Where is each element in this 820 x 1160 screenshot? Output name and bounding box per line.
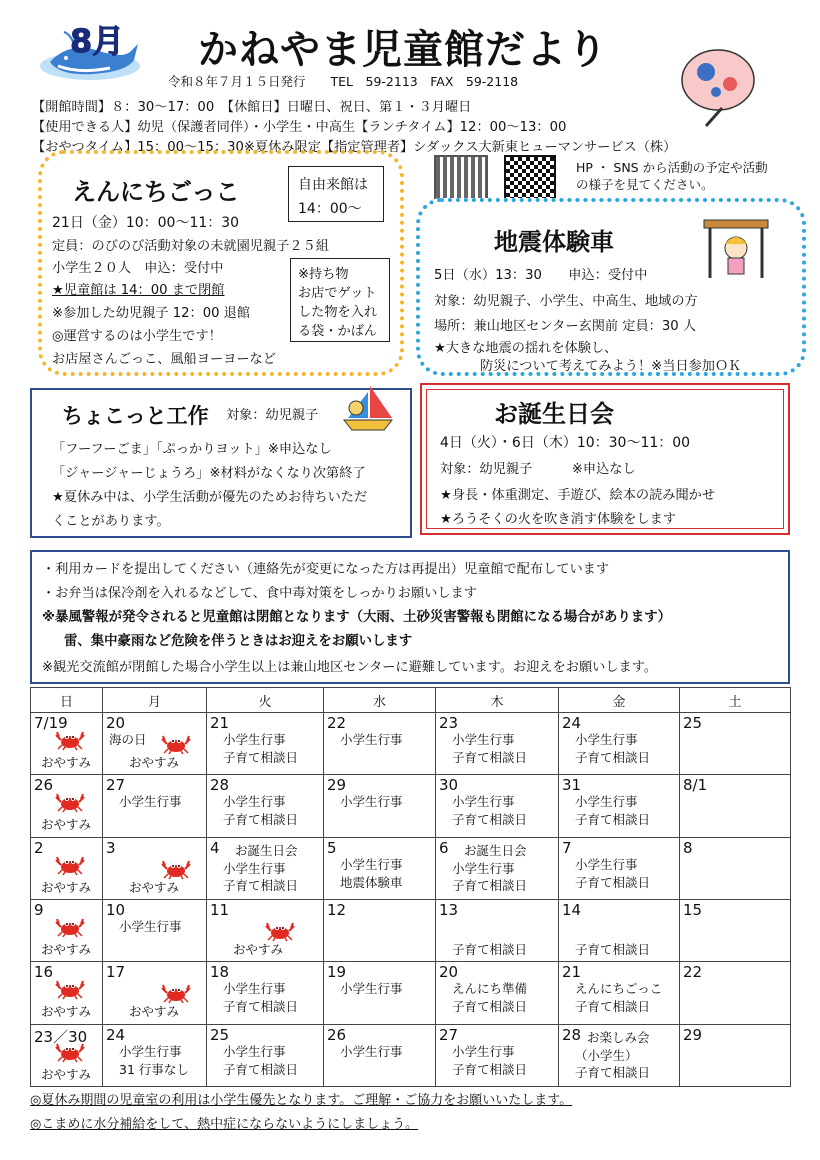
calendar-event: 子育て相談日 <box>223 1061 299 1077</box>
calendar-week-row <box>31 713 791 775</box>
calendar-event: 子育て相談日 <box>575 874 651 890</box>
calendar-day-cell <box>103 837 207 899</box>
calendar-event: 小学生行事 <box>452 794 515 810</box>
calendar-day-number: 3 <box>106 838 116 857</box>
calendar-day-number: 8/1 <box>683 776 708 795</box>
birthday-activity-1: ★身長・体重測定、手遊び、絵本の読み聞かせ <box>440 488 716 503</box>
note-storm: ※暴風警報が発令されると児童館は閉館となります（大雨、土砂災害警報も閉館になる場合があります） <box>42 610 671 625</box>
calendar-day-cell <box>436 775 559 837</box>
calendar-day-cell <box>207 775 324 837</box>
calendar-event: おやすみ <box>129 879 180 895</box>
calendar-day-cell <box>680 962 791 1024</box>
calendar-event: 子育て相談日 <box>223 877 299 893</box>
calendar-day-number: 21 <box>210 714 230 732</box>
calendar-event: 小学生行事 <box>452 732 515 747</box>
calendar-event: 海の日 <box>109 732 147 747</box>
crab-icon <box>161 982 191 1004</box>
calendar-day-number: 8 <box>683 838 693 857</box>
calendar-day-number: 15 <box>683 900 703 919</box>
calendar-day-number: 13 <box>439 900 459 919</box>
calendar-event: おやすみ <box>41 1004 92 1020</box>
snack-time-line: 【おやつタイム】15：00～15：30※夏休み限定【指定管理者】シダックス大新東ヒューマンサービス（株） <box>32 140 677 155</box>
calendar-day-number: 17 <box>106 963 126 982</box>
calendar-event: 子育て相談日 <box>575 1064 651 1080</box>
calendar-event: 小学生行事 <box>119 918 182 934</box>
calendar-event: お誕生日会 <box>235 842 298 858</box>
calendar-event: おやすみ <box>41 817 92 833</box>
calendar-day-cell <box>103 1024 207 1086</box>
calendar-week-row <box>31 775 791 837</box>
calendar-day-cell <box>559 1024 680 1086</box>
earthquake-location: 場所：兼山地区センター玄関前 定員：30 人 <box>434 319 697 334</box>
crab-icon <box>55 916 85 938</box>
calendar-day-cell <box>103 775 207 837</box>
calendar-day-number: 22 <box>327 714 347 732</box>
earthquake-date: 5日（水）13：30 申込：受付中 <box>434 268 648 283</box>
calendar-event: 子育て相談日 <box>575 812 651 828</box>
calendar-day-cell <box>103 899 207 961</box>
uchiwa-fan-icon <box>676 42 762 128</box>
free-visit-line-2: 14：00～ <box>298 201 362 217</box>
calendar-event: 小学生行事 <box>340 732 403 747</box>
calendar-event: おやすみ <box>41 941 92 957</box>
calendar-day-number: 20 <box>106 714 126 732</box>
sailboat-craft-icon <box>340 384 396 432</box>
belongings-line-1: ※持ち物 <box>298 267 349 282</box>
page-title: かねやま児童館だより <box>198 27 608 73</box>
calendar-event: お誕生日会 <box>464 842 527 858</box>
calendar-week-row <box>31 899 791 961</box>
calendar-event: 子育て相談日 <box>452 999 528 1015</box>
calendar-day-number: 5 <box>327 838 337 857</box>
crab-icon <box>55 791 85 813</box>
calendar-day-cell <box>31 775 103 837</box>
calendar-event: （小学生） <box>575 1047 638 1063</box>
calendar-event: 小学生行事 <box>223 981 286 997</box>
calendar-day-cell <box>324 1024 436 1086</box>
calendar-day-cell <box>436 962 559 1024</box>
calendar-day-cell <box>559 775 680 837</box>
calendar-event: おやすみ <box>129 755 180 770</box>
calendar-event: 子育て相談日 <box>223 999 299 1015</box>
calendar-day-number: 7/19 <box>34 714 68 732</box>
calendar-day-cell <box>324 962 436 1024</box>
calendar-event: 31 行事なし <box>119 1061 189 1077</box>
calendar-day-number: 24 <box>562 714 582 732</box>
calendar-day-cell <box>559 713 680 775</box>
craft-line-1: 「フーフーごま」「ぷっかりヨット」※申込なし <box>52 442 332 457</box>
calendar-week-row <box>31 1024 791 1086</box>
calendar-day-cell <box>31 962 103 1024</box>
crab-icon <box>55 729 85 751</box>
birthday-title: お誕生日会 <box>494 400 614 428</box>
calendar-event: 小学生行事 <box>119 1043 182 1059</box>
calendar-event: 小学生行事 <box>340 794 403 810</box>
note-usage-card: ・利用カードを提出してください（連絡先が変更になった方は再提出）児童館で配布しています <box>42 562 610 577</box>
calendar-header: 火 <box>207 688 324 713</box>
calendar-event: 子育て相談日 <box>575 999 651 1015</box>
calendar-event: 小学生行事 <box>223 732 286 747</box>
calendar-day-cell <box>436 837 559 899</box>
calendar-week-row <box>31 962 791 1024</box>
craft-title: ちょこっと工作 <box>62 404 209 428</box>
calendar-day-number: 12 <box>327 900 347 919</box>
calendar-day-cell <box>559 899 680 961</box>
calendar-day-number: 4 <box>210 838 220 857</box>
calendar-day-cell <box>31 713 103 775</box>
calendar-day-cell <box>680 899 791 961</box>
ennichi-activities: お店屋さんごっこ、風船ヨーヨーなど <box>52 352 276 367</box>
belongings-line-2: お店でゲット <box>298 286 377 301</box>
calendar-header: 金 <box>559 688 680 713</box>
belongings-line-3: した物を入れ <box>298 305 378 320</box>
ennichi-capacity: 定員：のびのび活動対象の未就園児親子２５組 <box>52 239 329 254</box>
earthquake-target: 対象：幼児親子、小学生、中高生、地域の方 <box>434 294 698 309</box>
craft-line-3: ★夏休み中は、小学生活動が優先のためお待ちいただ <box>52 490 368 505</box>
calendar-day-cell <box>207 837 324 899</box>
birthday-date: 4日（火）・6日（木）10：30～11：00 <box>440 435 691 451</box>
crab-icon <box>55 978 85 1000</box>
footer-note-2: ◎こまめに水分補給をして、熱中症にならないようにしましょう。 <box>30 1117 419 1132</box>
calendar-event: 小学生行事 <box>223 794 286 810</box>
earthquake-desc-1: ★大きな地震の揺れを体験し、 <box>434 341 618 356</box>
calendar-day-number: 28 <box>210 776 230 795</box>
calendar-event: 子育て相談日 <box>452 812 528 828</box>
calendar-day-number: 28 <box>562 1025 582 1044</box>
crab-icon <box>161 858 191 880</box>
calendar-event: おやすみ <box>41 879 92 895</box>
qr-code-hp-icon <box>434 155 488 203</box>
calendar-day-number: 29 <box>327 776 347 795</box>
calendar-day-number: 10 <box>106 900 126 919</box>
earthquake-title: 地震体験車 <box>494 228 614 256</box>
birthday-target: 対象：幼児親子 ※申込なし <box>440 462 636 477</box>
calendar-event: 子育て相談日 <box>452 877 528 893</box>
calendar-event: 子育て相談日 <box>223 812 299 828</box>
crab-icon <box>265 920 295 942</box>
calendar-event: 子育て相談日 <box>452 1061 528 1077</box>
calendar-event: おやすみ <box>129 1004 180 1020</box>
calendar-day-number: 23 <box>439 714 459 732</box>
calendar-day-number: 22 <box>683 963 703 982</box>
qr-code-sns-icon <box>504 155 556 201</box>
calendar-day-number: 31 <box>562 776 582 795</box>
craft-target: 対象：幼児親子 <box>226 408 319 423</box>
calendar-event: 小学生行事 <box>223 860 286 876</box>
ennichi-leave-note: ※参加した幼児親子 12：00 退館 <box>52 306 251 321</box>
calendar-day-cell <box>680 1024 791 1086</box>
month-label: 8月 <box>70 22 125 60</box>
calendar-day-number: 27 <box>439 1025 459 1044</box>
event-calendar <box>30 687 791 1087</box>
calendar-event: 子育て相談日 <box>452 750 528 765</box>
calendar-day-cell <box>31 837 103 899</box>
calendar-day-number: 14 <box>562 900 582 919</box>
calendar-day-cell <box>31 1024 103 1086</box>
calendar-day-cell <box>559 837 680 899</box>
hp-sns-note-2: の様子を見てください。 <box>576 177 714 192</box>
footer-note-1: ◎夏休み期間の児童室の利用は小学生優先となります。ご理解・ご協力をお願いいたします。 <box>30 1093 573 1108</box>
calendar-day-cell <box>436 899 559 961</box>
free-visit-line-1: 自由来館は <box>298 177 368 193</box>
crab-icon <box>161 733 191 755</box>
calendar-day-number: 24 <box>106 1025 126 1044</box>
calendar-event: おやすみ <box>233 941 284 957</box>
calendar-day-cell <box>680 713 791 775</box>
ennichi-title: えんにちごっこ <box>72 178 240 206</box>
calendar-day-cell <box>436 713 559 775</box>
calendar-day-cell <box>207 1024 324 1086</box>
calendar-event: 小学生行事 <box>340 1043 403 1059</box>
calendar-event: おやすみ <box>41 755 92 770</box>
calendar-day-number: 29 <box>683 1025 703 1044</box>
calendar-event: 小学生行事 <box>452 860 515 876</box>
calendar-day-cell <box>436 1024 559 1086</box>
calendar-week-row <box>31 837 791 899</box>
calendar-event: 子育て相談日 <box>223 750 299 765</box>
note-evacuation: ※観光交流館が閉館した場合小学生以上は兼山地区センターに避難しています。お迎えをお願いします。 <box>42 660 658 675</box>
note-lunch: ・お弁当は保冷剤を入れるなどして、食中毒対策をしっかりお願いします <box>42 586 477 601</box>
calendar-event: 子育て相談日 <box>575 750 651 765</box>
calendar-header: 土 <box>680 688 791 713</box>
craft-line-4: くことがあります。 <box>52 514 170 529</box>
calendar-day-number: 30 <box>439 776 459 795</box>
calendar-event: えんにちごっこ <box>575 981 663 997</box>
calendar-day-number: 11 <box>210 900 230 919</box>
calendar-day-number: 6 <box>439 838 449 857</box>
calendar-day-cell <box>559 962 680 1024</box>
opening-hours-line: 【開館時間】８：30～17：00 【休館日】日曜日、祝日、第１・３月曜日 <box>32 100 472 115</box>
calendar-event: おやすみ <box>41 1066 92 1082</box>
calendar-event: 小学生行事 <box>575 794 638 810</box>
calendar-event: 地震体験車 <box>340 874 403 890</box>
calendar-day-number: 20 <box>439 963 459 982</box>
calendar-header: 月 <box>103 688 207 713</box>
ennichi-closing-note: ★児童館は 14：00 まで閉館 <box>52 283 225 298</box>
calendar-day-cell <box>103 962 207 1024</box>
calendar-event: えんにち準備 <box>452 981 528 997</box>
calendar-header: 日 <box>31 688 103 713</box>
calendar-day-cell <box>324 713 436 775</box>
calendar-day-number: 2 <box>34 838 44 857</box>
calendar-day-cell <box>324 837 436 899</box>
calendar-event: 小学生行事 <box>575 732 638 747</box>
calendar-day-number: 23／30 <box>34 1027 88 1046</box>
calendar-header: 水 <box>324 688 436 713</box>
issue-info: 令和８年７月１５日発行 TEL 59-2113 FAX 59-2118 <box>168 74 519 89</box>
calendar-day-number: 21 <box>562 963 582 982</box>
ennichi-date: 21日（金）10：00～11：30 <box>52 215 240 231</box>
calendar-event: お楽しみ会 <box>587 1029 650 1045</box>
craft-line-2: 「ジャージャーじょうろ」※材料がなくなり次第終了 <box>52 466 366 481</box>
calendar-day-cell <box>324 899 436 961</box>
calendar-day-number: 7 <box>562 838 572 857</box>
calendar-day-number: 26 <box>327 1025 347 1044</box>
calendar-day-cell <box>680 775 791 837</box>
calendar-day-cell <box>103 713 207 775</box>
calendar-event: 子育て相談日 <box>575 941 651 957</box>
crab-icon <box>55 1041 85 1063</box>
ennichi-operators: ◎運営するのは小学生です！ <box>52 329 222 344</box>
calendar-event: 小学生行事 <box>340 856 403 872</box>
calendar-day-cell <box>680 837 791 899</box>
eligible-users-line: 【使用できる人】幼児（保護者同伴）・小学生・中高生【ランチタイム】12：00～13：00 <box>32 120 567 135</box>
calendar-day-number: 19 <box>327 963 347 982</box>
earthquake-desc-2: 防災について考えてみよう！※当日参加ＯＫ <box>480 359 742 374</box>
calendar-day-cell <box>207 962 324 1024</box>
calendar-day-number: 9 <box>34 900 44 919</box>
calendar-header: 木 <box>436 688 559 713</box>
calendar-day-cell <box>324 775 436 837</box>
calendar-event: 小学生行事 <box>119 794 182 810</box>
calendar-day-cell <box>31 899 103 961</box>
calendar-day-cell <box>207 899 324 961</box>
birthday-activity-2: ★ろうそくの火を吹き消す体験をします <box>440 512 677 527</box>
calendar-event: 小学生行事 <box>575 856 638 872</box>
child-under-desk-icon <box>700 214 772 282</box>
ennichi-elementary: 小学生２０人 申込：受付中 <box>52 261 224 276</box>
calendar-day-number: 25 <box>210 1025 230 1044</box>
calendar-day-number: 16 <box>34 963 54 982</box>
calendar-day-number: 27 <box>106 776 126 795</box>
calendar-day-cell <box>207 713 324 775</box>
calendar-day-number: 25 <box>683 714 703 732</box>
note-thunder: 雷、集中豪雨など危険を伴うときはお迎えをお願いします <box>64 634 413 649</box>
calendar-day-number: 26 <box>34 776 54 795</box>
calendar-day-number: 18 <box>210 963 230 982</box>
belongings-line-4: る袋・かばん <box>298 324 378 339</box>
calendar-event: 小学生行事 <box>223 1043 286 1059</box>
hp-sns-note-1: HP ・ SNS から活動の予定や活動 <box>576 160 768 175</box>
calendar-event: 子育て相談日 <box>452 941 528 957</box>
crab-icon <box>55 854 85 876</box>
calendar-event: 小学生行事 <box>340 981 403 997</box>
calendar-event: 小学生行事 <box>452 1043 515 1059</box>
